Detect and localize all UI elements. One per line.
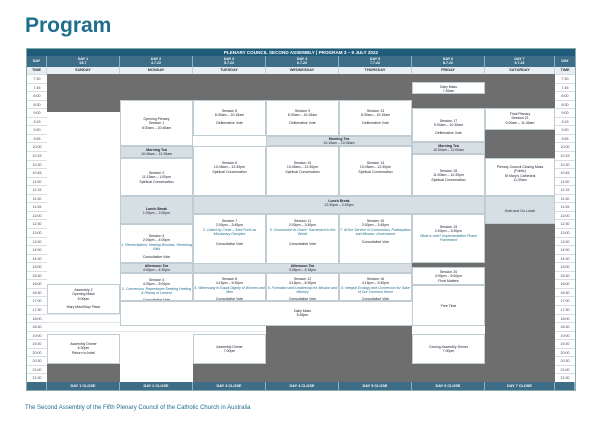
event-session19[interactable]: Session 19 2:00pm – 3:30pm What is next? Implementation Phase Framework: [412, 214, 485, 263]
time-label: 17:00: [555, 296, 575, 305]
time-label: 13:30: [555, 237, 575, 246]
event-session6[interactable]: Session 6 10:45am – 12:30pm Spiritual Conversation: [193, 146, 266, 196]
time-label: 18:30: [555, 322, 575, 331]
time-label: 10:15: [27, 151, 47, 160]
time-label: 21:00: [27, 365, 47, 374]
time-label: 7:45: [555, 83, 575, 92]
day-close-2: DAY 2 CLOSE: [120, 382, 193, 390]
time-label: 8:00: [555, 91, 575, 100]
event-session17[interactable]: Session 17 9:00am – 10:30am Deliberative Vote: [412, 108, 485, 142]
close-corner-1: [555, 382, 575, 390]
monday-blocked-morning: [120, 74, 193, 100]
tuesday-break: [193, 136, 266, 146]
time-label: 7:30: [555, 74, 575, 83]
event-opening-plenary[interactable]: Opening Plenary Session 1 8:30am – 10:45am: [120, 100, 193, 146]
event-morning-tea-mon: Morning Tea 10:45am – 11:15am: [120, 146, 193, 158]
time-label: 13:00: [27, 228, 47, 237]
time-column-left: [27, 74, 47, 382]
sunday-free: [47, 112, 120, 284]
time-label: 13:00: [555, 228, 575, 237]
day-name-5: THURSDAY: [339, 67, 412, 74]
time-label: 9:15: [555, 117, 575, 126]
day-name-6: FRIDAY: [412, 67, 485, 74]
time-label: 15:00: [27, 262, 47, 271]
friday-blocked-early: [412, 74, 485, 82]
event-session15[interactable]: Session 15 2:00pm – 3:45pm 7. At the Service of Communion, Participation and Mission: Governance Consultative Vote: [339, 214, 412, 272]
event-daily-mass-am: Daily Mass 7:45am: [412, 82, 485, 94]
time-label: 19:00: [555, 331, 575, 340]
program-grid: [26, 48, 576, 391]
event-session9[interactable]: Session 9 8:30am – 10:15am Deliberative Vote: [266, 100, 339, 136]
time-label: 11:15: [27, 185, 47, 194]
thursday-blocked-morning: [339, 74, 412, 100]
page-title: Program: [25, 14, 112, 37]
time-label: 11:00: [555, 177, 575, 186]
time-label: 17:30: [27, 305, 47, 314]
day-close-6: DAY 6 CLOSE: [412, 382, 485, 390]
time-label: 14:00: [27, 245, 47, 254]
time-label: 11:45: [27, 202, 47, 211]
time-label: 21:30: [555, 373, 575, 382]
time-label: 13:30: [27, 237, 47, 246]
wednesday-blocked-evening: [266, 326, 339, 382]
time-label: 19:30: [555, 339, 575, 348]
time-label: 10:00: [555, 142, 575, 151]
event-afternoon-tea-mon: Afternoon Tea 4:00pm – 4:30pm: [120, 263, 193, 273]
time-label: 9:30: [27, 125, 47, 134]
event-session11[interactable]: Session 11 2:00pm – 3:45pm 5. Communion in Grace: Sacrament to the World Consultative Vote: [266, 214, 339, 272]
event-morning-tea-mid: Morning Tea 10:15am – 10:45am: [266, 136, 412, 146]
time-label: 7:45: [27, 83, 47, 92]
saturday-blocked-morning: [485, 74, 555, 108]
event-grab-and-go: Grab and Go Lunch: [485, 196, 555, 224]
time-label: 10:45: [555, 168, 575, 177]
time-label: 12:30: [27, 219, 47, 228]
tuesday-blocked-evening: [193, 364, 266, 382]
wednesday-blocked-morning: [266, 74, 339, 100]
time-label: 20:00: [555, 348, 575, 357]
time-label: 16:00: [27, 279, 47, 288]
page-footer: The Second Assembly of the Fifth Plenary Council of the Catholic Church in Australia: [25, 405, 251, 411]
day-name-4: WEDNESDAY: [266, 67, 339, 74]
friday-blocked-morning: [412, 94, 485, 108]
monday-evening-free: [120, 334, 193, 382]
day-header-label: DAY: [27, 56, 47, 67]
time-label: 14:00: [555, 245, 575, 254]
time-label: 10:30: [555, 160, 575, 169]
time-label: 20:00: [27, 348, 47, 357]
event-session20[interactable]: Session 20 4:00pm – 5:00pm Final Matters: [412, 267, 485, 285]
time-label: 18:30: [27, 322, 47, 331]
time-label: 9:00: [27, 108, 47, 117]
time-column-right: [555, 74, 575, 382]
day-name-7: SATURDAY: [485, 67, 555, 74]
time-label: 15:00: [555, 262, 575, 271]
tuesday-blocked-morning: [193, 74, 266, 100]
event-session18[interactable]: Session 18 11:00am – 12:30pm Spiritual Conversation: [412, 154, 485, 196]
time-label: 8:30: [27, 100, 47, 109]
event-lunch-mid: Lunch Break 12:30pm – 2:00pm: [193, 196, 485, 214]
event-closing-mass: Plenary Council Closing Mass (Public) St Mary's Cathedral 11:30am: [485, 158, 555, 196]
event-session5[interactable]: Session 5 8:30am – 10:15am Deliberative Vote: [193, 100, 266, 136]
time-label: 11:45: [555, 202, 575, 211]
event-final-plenary[interactable]: Final Plenary Session 21 9:00am – 11:45am: [485, 108, 555, 130]
time-label: 21:30: [27, 373, 47, 382]
event-session4[interactable]: Session 4 4:30pm – 5:00pm 2. Conversion, Repentance Seeking Healing & Rituals of Lament Consultative Vote: [120, 273, 193, 301]
time-label: 17:00: [27, 296, 47, 305]
day-header-1: DAY 1 03.7: [47, 56, 120, 67]
event-session10[interactable]: Session 10 10:45am – 12:30pm Spiritual Conversation: [266, 146, 339, 196]
day-close-1: DAY 1 CLOSE: [47, 382, 120, 390]
time-label: 21:00: [555, 365, 575, 374]
time-label: 8:30: [555, 100, 575, 109]
event-assembly-dinner-tue: Assembly Dinner 7:00pm: [193, 334, 266, 364]
day-close-4: DAY 4 CLOSE: [266, 382, 339, 390]
time-label: 15:30: [555, 271, 575, 280]
event-session12[interactable]: Session 12 4:15pm – 5:30pm 6. Formation and Leadership for Mission and Ministry Consultative Vote: [266, 273, 339, 301]
event-afternoon-tea-mid: Afternoon Tea 3:45pm – 4:15pm: [193, 263, 412, 273]
day-header-3: DAY 3 5.7.22: [193, 56, 266, 67]
time-label: 18:00: [555, 314, 575, 323]
friday-pre-dinner: [412, 326, 485, 334]
event-free-time: Free Time: [412, 285, 485, 326]
day-header-label-right: DAY: [555, 56, 575, 67]
day-header-7: DAY 7 9.7.22: [485, 56, 555, 67]
time-label: 9:45: [27, 134, 47, 143]
time-label: 10:30: [27, 160, 47, 169]
event-closing-dinner: Closing Assembly Dinner 7:00pm: [412, 334, 485, 364]
time-label: 11:00: [27, 177, 47, 186]
time-label: 12:30: [555, 219, 575, 228]
time-label: 17:30: [555, 305, 575, 314]
event-daily-mass-pm: Daily Mass 5:45pm: [120, 301, 485, 326]
event-session3[interactable]: Session 3 2:00pm – 4:00pm 1. Reconciliation: Healing Wounds, Receiving Gifts Consultative Vote: [120, 224, 193, 263]
day-close-7: DAY 7 CLOSE: [485, 382, 555, 390]
time-label: 10:00: [27, 142, 47, 151]
time-label: 18:00: [27, 314, 47, 323]
day-header-4: DAY 4 6.7.22: [266, 56, 339, 67]
time-label: 9:30: [555, 125, 575, 134]
time-label: 14:30: [27, 254, 47, 263]
day-name-3: TUESDAY: [193, 67, 266, 74]
time-label: 20:30: [27, 356, 47, 365]
event-session16[interactable]: Session 16 4:15pm – 5:30pm 8. Integral Ecology and Conversion for Sake of Our Common Home Consultative Vote: [339, 273, 412, 301]
time-label: 16:30: [555, 288, 575, 297]
time-label: 9:00: [555, 108, 575, 117]
time-label: 19:30: [27, 339, 47, 348]
thursday-blocked-evening: [339, 326, 412, 382]
time-header-right: TIME: [555, 67, 575, 74]
saturday-blocked-mid: [485, 130, 555, 158]
time-label: 16:30: [27, 288, 47, 297]
time-label: 11:30: [555, 194, 575, 203]
time-label: 11:30: [27, 194, 47, 203]
sunday-blocked-morning: [47, 74, 120, 112]
friday-blocked-evening: [412, 364, 485, 382]
day-close-5: DAY 5 CLOSE: [339, 382, 412, 390]
day-name-1: SUNDAY: [47, 67, 120, 74]
event-assembly-dinner-sun: Assembly Dinner 6:30pm Return to hotel: [47, 334, 120, 364]
day-name-2: MONDAY: [120, 67, 193, 74]
time-label: 10:45: [27, 168, 47, 177]
day-header-5: DAY 5 7.7.22: [339, 56, 412, 67]
time-label: 7:30: [27, 74, 47, 83]
time-label: 11:15: [555, 185, 575, 194]
event-session13[interactable]: Session 13 8:30am – 10:15am Deliberative Vote: [339, 100, 412, 136]
event-session7[interactable]: Session 7 2:00pm – 3:45pm 3. Called by Christ – Sent Forth as Missionary Disciples Consultative Vote: [193, 214, 266, 272]
time-label: 12:00: [555, 211, 575, 220]
day-header-6: DAY 6 8.7.22: [412, 56, 485, 67]
close-corner-0: [27, 382, 47, 390]
time-label: 20:30: [555, 356, 575, 365]
day-header-2: DAY 2 4.7.22: [120, 56, 193, 67]
time-label: 14:30: [555, 254, 575, 263]
time-label: 15:30: [27, 271, 47, 280]
event-session14[interactable]: Session 14 10:45am – 12:30pm Spiritual Conversation: [339, 146, 412, 196]
event-lunch-mon: Lunch Break 1:00pm – 2:00pm: [120, 196, 193, 224]
time-label: 10:15: [555, 151, 575, 160]
time-label: 9:15: [27, 117, 47, 126]
event-session8[interactable]: Session 8 4:15pm – 5:30pm 4. Witnessing to Equal Dignity of Women and Men Consultative Vote: [193, 273, 266, 301]
time-label: 19:00: [27, 331, 47, 340]
time-label: 9:45: [555, 134, 575, 143]
time-header: TIME: [27, 67, 47, 74]
event-morning-tea-fri: Morning Tea 10:30am – 11:00am: [412, 142, 485, 154]
sunday-blocked-evening: [47, 364, 120, 382]
time-label: 16:00: [555, 279, 575, 288]
saturday-blocked-afternoon: [485, 224, 555, 382]
program-banner: PLENARY COUNCIL SECOND ASSEMBLY | PROGRAM 3 – 9 JULY 2022: [27, 49, 575, 56]
event-assembly2: Assembly 2 Opening Mass 5:00pm Mary MacKillop Place: [47, 284, 120, 314]
event-session2[interactable]: Session 2 11:15am – 1:00pm Spiritual Conversation: [120, 158, 193, 196]
day-close-3: DAY 3 CLOSE: [193, 382, 266, 390]
time-label: 12:00: [27, 211, 47, 220]
time-label: 8:00: [27, 91, 47, 100]
